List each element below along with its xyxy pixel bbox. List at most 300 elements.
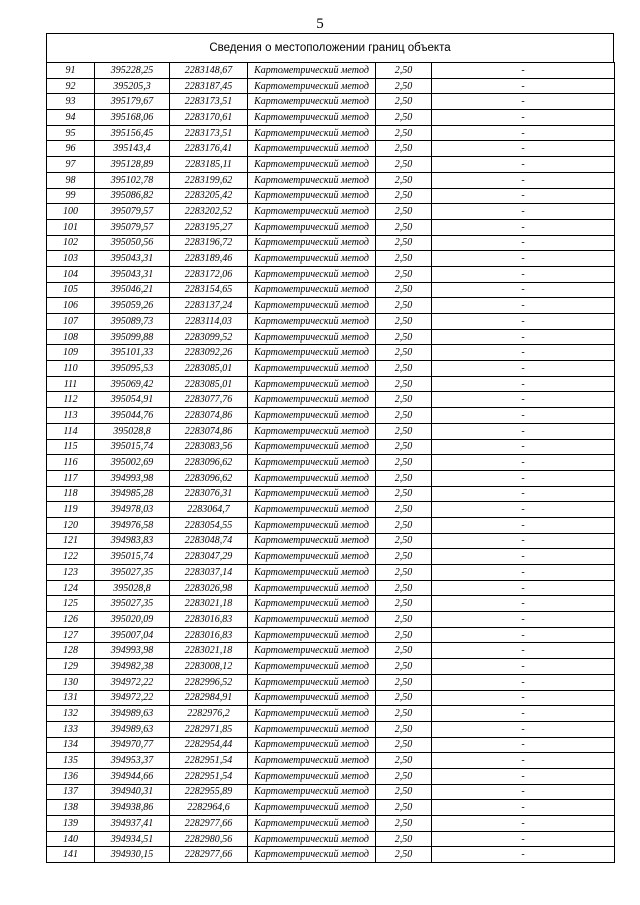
y-coordinate-cell: 2283074,86 [170, 408, 248, 424]
y-coordinate-cell: 2282977,66 [170, 816, 248, 832]
method-cell: Картометрический метод [248, 251, 376, 267]
point-number-cell: 140 [47, 831, 95, 847]
table-row [47, 768, 615, 784]
description-cell: - [432, 408, 615, 424]
table-row [47, 816, 615, 832]
accuracy-cell: 2,50 [376, 63, 432, 79]
accuracy-cell: 2,50 [376, 659, 432, 675]
table-row [47, 219, 615, 235]
description-cell: - [432, 392, 615, 408]
y-coordinate-cell: 2283187,45 [170, 78, 248, 94]
y-coordinate-cell: 2283085,01 [170, 376, 248, 392]
x-coordinate-cell: 395054,91 [95, 392, 170, 408]
method-cell: Картометрический метод [248, 549, 376, 565]
x-coordinate-cell: 395043,31 [95, 251, 170, 267]
method-cell: Картометрический метод [248, 816, 376, 832]
y-coordinate-cell: 2282977,66 [170, 847, 248, 863]
table-row [47, 690, 615, 706]
y-coordinate-cell: 2283114,03 [170, 314, 248, 330]
table-row [47, 172, 615, 188]
table-row [47, 565, 615, 581]
x-coordinate-cell: 395102,78 [95, 172, 170, 188]
point-number-cell: 133 [47, 721, 95, 737]
x-coordinate-cell: 394989,63 [95, 706, 170, 722]
y-coordinate-cell: 2282951,54 [170, 768, 248, 784]
description-cell: - [432, 423, 615, 439]
y-coordinate-cell: 2283154,65 [170, 282, 248, 298]
point-number-cell: 137 [47, 784, 95, 800]
description-cell: - [432, 580, 615, 596]
accuracy-cell: 2,50 [376, 800, 432, 816]
table-row [47, 141, 615, 157]
accuracy-cell: 2,50 [376, 345, 432, 361]
table-row [47, 486, 615, 502]
description-cell: - [432, 282, 615, 298]
method-cell: Картометрический метод [248, 847, 376, 863]
point-number-cell: 122 [47, 549, 95, 565]
table-row [47, 63, 615, 79]
y-coordinate-cell: 2283172,06 [170, 266, 248, 282]
point-number-cell: 100 [47, 204, 95, 220]
y-coordinate-cell: 2282955,89 [170, 784, 248, 800]
table-row [47, 455, 615, 471]
description-cell: - [432, 78, 615, 94]
x-coordinate-cell: 394930,15 [95, 847, 170, 863]
method-cell: Картометрический метод [248, 439, 376, 455]
point-number-cell: 97 [47, 157, 95, 173]
description-cell: - [432, 486, 615, 502]
y-coordinate-cell: 2283076,31 [170, 486, 248, 502]
table-row [47, 110, 615, 126]
coordinates-table-body [47, 63, 615, 863]
x-coordinate-cell: 395086,82 [95, 188, 170, 204]
x-coordinate-cell: 395228,25 [95, 63, 170, 79]
y-coordinate-cell: 2283096,62 [170, 470, 248, 486]
x-coordinate-cell: 395044,76 [95, 408, 170, 424]
method-cell: Картометрический метод [248, 502, 376, 518]
y-coordinate-cell: 2283021,18 [170, 643, 248, 659]
description-cell: - [432, 753, 615, 769]
y-coordinate-cell: 2283047,29 [170, 549, 248, 565]
table-row [47, 831, 615, 847]
y-coordinate-cell: 2283092,26 [170, 345, 248, 361]
method-cell: Картометрический метод [248, 188, 376, 204]
method-cell: Картометрический метод [248, 204, 376, 220]
description-cell: - [432, 847, 615, 863]
accuracy-cell: 2,50 [376, 596, 432, 612]
method-cell: Картометрический метод [248, 470, 376, 486]
description-cell: - [432, 627, 615, 643]
method-cell: Картометрический метод [248, 659, 376, 675]
x-coordinate-cell: 395043,31 [95, 266, 170, 282]
x-coordinate-cell: 395027,35 [95, 596, 170, 612]
x-coordinate-cell: 394970,77 [95, 737, 170, 753]
point-number-cell: 102 [47, 235, 95, 251]
method-cell: Картометрический метод [248, 455, 376, 471]
accuracy-cell: 2,50 [376, 314, 432, 330]
y-coordinate-cell: 2283099,52 [170, 329, 248, 345]
table-row [47, 580, 615, 596]
accuracy-cell: 2,50 [376, 612, 432, 628]
description-cell: - [432, 188, 615, 204]
method-cell: Картометрический метод [248, 219, 376, 235]
coordinates-table [46, 62, 615, 863]
accuracy-cell: 2,50 [376, 157, 432, 173]
accuracy-cell: 2,50 [376, 816, 432, 832]
table-row [47, 345, 615, 361]
y-coordinate-cell: 2283016,83 [170, 627, 248, 643]
table-row [47, 706, 615, 722]
x-coordinate-cell: 394972,22 [95, 690, 170, 706]
x-coordinate-cell: 395020,09 [95, 612, 170, 628]
accuracy-cell: 2,50 [376, 392, 432, 408]
point-number-cell: 119 [47, 502, 95, 518]
y-coordinate-cell: 2282951,54 [170, 753, 248, 769]
point-number-cell: 96 [47, 141, 95, 157]
x-coordinate-cell: 395095,53 [95, 361, 170, 377]
point-number-cell: 115 [47, 439, 95, 455]
method-cell: Картометрический метод [248, 706, 376, 722]
accuracy-cell: 2,50 [376, 753, 432, 769]
y-coordinate-cell: 2283037,14 [170, 565, 248, 581]
x-coordinate-cell: 395205,3 [95, 78, 170, 94]
table-row [47, 94, 615, 110]
y-coordinate-cell: 2282980,56 [170, 831, 248, 847]
point-number-cell: 120 [47, 517, 95, 533]
point-number-cell: 121 [47, 533, 95, 549]
table-row [47, 298, 615, 314]
method-cell: Картометрический метод [248, 345, 376, 361]
description-cell: - [432, 110, 615, 126]
point-number-cell: 104 [47, 266, 95, 282]
accuracy-cell: 2,50 [376, 235, 432, 251]
point-number-cell: 135 [47, 753, 95, 769]
description-cell: - [432, 329, 615, 345]
point-number-cell: 107 [47, 314, 95, 330]
y-coordinate-cell: 2283189,46 [170, 251, 248, 267]
description-cell: - [432, 376, 615, 392]
description-cell: - [432, 565, 615, 581]
description-cell: - [432, 706, 615, 722]
description-cell: - [432, 266, 615, 282]
point-number-cell: 125 [47, 596, 95, 612]
table-row [47, 408, 615, 424]
table-row [47, 78, 615, 94]
x-coordinate-cell: 394993,98 [95, 470, 170, 486]
description-cell: - [432, 816, 615, 832]
accuracy-cell: 2,50 [376, 204, 432, 220]
table-row [47, 721, 615, 737]
x-coordinate-cell: 394983,83 [95, 533, 170, 549]
y-coordinate-cell: 2283195,27 [170, 219, 248, 235]
accuracy-cell: 2,50 [376, 376, 432, 392]
accuracy-cell: 2,50 [376, 643, 432, 659]
table-row [47, 329, 615, 345]
y-coordinate-cell: 2283077,76 [170, 392, 248, 408]
x-coordinate-cell: 395046,21 [95, 282, 170, 298]
table-row [47, 314, 615, 330]
method-cell: Картометрический метод [248, 753, 376, 769]
accuracy-cell: 2,50 [376, 282, 432, 298]
point-number-cell: 117 [47, 470, 95, 486]
table-row [47, 612, 615, 628]
accuracy-cell: 2,50 [376, 439, 432, 455]
method-cell: Картометрический метод [248, 235, 376, 251]
x-coordinate-cell: 394982,38 [95, 659, 170, 675]
table-row [47, 439, 615, 455]
point-number-cell: 131 [47, 690, 95, 706]
method-cell: Картометрический метод [248, 800, 376, 816]
page-number: 5 [316, 16, 324, 32]
y-coordinate-cell: 2283026,98 [170, 580, 248, 596]
point-number-cell: 94 [47, 110, 95, 126]
accuracy-cell: 2,50 [376, 78, 432, 94]
table-row [47, 800, 615, 816]
method-cell: Картометрический метод [248, 721, 376, 737]
table-row [47, 235, 615, 251]
point-number-cell: 99 [47, 188, 95, 204]
method-cell: Картометрический метод [248, 831, 376, 847]
method-cell: Картометрический метод [248, 172, 376, 188]
x-coordinate-cell: 394934,51 [95, 831, 170, 847]
method-cell: Картометрический метод [248, 627, 376, 643]
table-row [47, 470, 615, 486]
description-cell: - [432, 674, 615, 690]
x-coordinate-cell: 394989,63 [95, 721, 170, 737]
accuracy-cell: 2,50 [376, 549, 432, 565]
table-row [47, 596, 615, 612]
point-number-cell: 108 [47, 329, 95, 345]
x-coordinate-cell: 395079,57 [95, 204, 170, 220]
y-coordinate-cell: 2282971,85 [170, 721, 248, 737]
point-number-cell: 113 [47, 408, 95, 424]
accuracy-cell: 2,50 [376, 737, 432, 753]
description-cell: - [432, 361, 615, 377]
x-coordinate-cell: 395168,06 [95, 110, 170, 126]
table-row [47, 533, 615, 549]
accuracy-cell: 2,50 [376, 784, 432, 800]
accuracy-cell: 2,50 [376, 847, 432, 863]
accuracy-cell: 2,50 [376, 266, 432, 282]
point-number-cell: 129 [47, 659, 95, 675]
point-number-cell: 109 [47, 345, 95, 361]
accuracy-cell: 2,50 [376, 423, 432, 439]
point-number-cell: 138 [47, 800, 95, 816]
point-number-cell: 130 [47, 674, 95, 690]
x-coordinate-cell: 395028,8 [95, 423, 170, 439]
table-row [47, 282, 615, 298]
point-number-cell: 112 [47, 392, 95, 408]
y-coordinate-cell: 2282976,2 [170, 706, 248, 722]
point-number-cell: 139 [47, 816, 95, 832]
method-cell: Картометрический метод [248, 361, 376, 377]
x-coordinate-cell: 395099,88 [95, 329, 170, 345]
point-number-cell: 91 [47, 63, 95, 79]
method-cell: Картометрический метод [248, 423, 376, 439]
y-coordinate-cell: 2283196,72 [170, 235, 248, 251]
y-coordinate-cell: 2283083,56 [170, 439, 248, 455]
method-cell: Картометрический метод [248, 110, 376, 126]
x-coordinate-cell: 395015,74 [95, 439, 170, 455]
method-cell: Картометрический метод [248, 580, 376, 596]
method-cell: Картометрический метод [248, 486, 376, 502]
method-cell: Картометрический метод [248, 408, 376, 424]
x-coordinate-cell: 394985,28 [95, 486, 170, 502]
x-coordinate-cell: 395007,04 [95, 627, 170, 643]
method-cell: Картометрический метод [248, 282, 376, 298]
point-number-cell: 116 [47, 455, 95, 471]
point-number-cell: 111 [47, 376, 95, 392]
method-cell: Картометрический метод [248, 314, 376, 330]
y-coordinate-cell: 2283205,42 [170, 188, 248, 204]
y-coordinate-cell: 2283176,41 [170, 141, 248, 157]
y-coordinate-cell: 2283085,01 [170, 361, 248, 377]
point-number-cell: 93 [47, 94, 95, 110]
x-coordinate-cell: 395156,45 [95, 125, 170, 141]
y-coordinate-cell: 2283048,74 [170, 533, 248, 549]
description-cell: - [432, 439, 615, 455]
table-row [47, 376, 615, 392]
x-coordinate-cell: 395143,4 [95, 141, 170, 157]
table-row [47, 204, 615, 220]
y-coordinate-cell: 2283185,11 [170, 157, 248, 173]
x-coordinate-cell: 395079,57 [95, 219, 170, 235]
y-coordinate-cell: 2282984,91 [170, 690, 248, 706]
y-coordinate-cell: 2283173,51 [170, 94, 248, 110]
point-number-cell: 105 [47, 282, 95, 298]
accuracy-cell: 2,50 [376, 831, 432, 847]
description-cell: - [432, 314, 615, 330]
x-coordinate-cell: 395028,8 [95, 580, 170, 596]
method-cell: Картометрический метод [248, 674, 376, 690]
x-coordinate-cell: 395027,35 [95, 565, 170, 581]
description-cell: - [432, 345, 615, 361]
y-coordinate-cell: 2283148,67 [170, 63, 248, 79]
table-row [47, 517, 615, 533]
accuracy-cell: 2,50 [376, 329, 432, 345]
x-coordinate-cell: 394953,37 [95, 753, 170, 769]
x-coordinate-cell: 394976,58 [95, 517, 170, 533]
description-cell: - [432, 94, 615, 110]
description-cell: - [432, 455, 615, 471]
x-coordinate-cell: 394972,22 [95, 674, 170, 690]
method-cell: Картометрический метод [248, 266, 376, 282]
description-cell: - [432, 470, 615, 486]
table-row [47, 847, 615, 863]
description-cell: - [432, 533, 615, 549]
table-row [47, 157, 615, 173]
accuracy-cell: 2,50 [376, 361, 432, 377]
method-cell: Картометрический метод [248, 768, 376, 784]
description-cell: - [432, 125, 615, 141]
accuracy-cell: 2,50 [376, 706, 432, 722]
point-number-cell: 136 [47, 768, 95, 784]
y-coordinate-cell: 2283074,86 [170, 423, 248, 439]
point-number-cell: 123 [47, 565, 95, 581]
table-row [47, 659, 615, 675]
x-coordinate-cell: 394940,31 [95, 784, 170, 800]
method-cell: Картометрический метод [248, 596, 376, 612]
table-row [47, 423, 615, 439]
point-number-cell: 101 [47, 219, 95, 235]
accuracy-cell: 2,50 [376, 674, 432, 690]
point-number-cell: 134 [47, 737, 95, 753]
method-cell: Картометрический метод [248, 125, 376, 141]
accuracy-cell: 2,50 [376, 470, 432, 486]
accuracy-cell: 2,50 [376, 408, 432, 424]
accuracy-cell: 2,50 [376, 721, 432, 737]
accuracy-cell: 2,50 [376, 188, 432, 204]
description-cell: - [432, 141, 615, 157]
method-cell: Картометрический метод [248, 298, 376, 314]
description-cell: - [432, 737, 615, 753]
accuracy-cell: 2,50 [376, 172, 432, 188]
method-cell: Картометрический метод [248, 63, 376, 79]
method-cell: Картометрический метод [248, 157, 376, 173]
x-coordinate-cell: 395002,69 [95, 455, 170, 471]
point-number-cell: 127 [47, 627, 95, 643]
accuracy-cell: 2,50 [376, 141, 432, 157]
table-row [47, 674, 615, 690]
accuracy-cell: 2,50 [376, 690, 432, 706]
y-coordinate-cell: 2283064,7 [170, 502, 248, 518]
point-number-cell: 141 [47, 847, 95, 863]
y-coordinate-cell: 2282954,44 [170, 737, 248, 753]
description-cell: - [432, 643, 615, 659]
method-cell: Картометрический метод [248, 94, 376, 110]
point-number-cell: 92 [47, 78, 95, 94]
table-row [47, 251, 615, 267]
y-coordinate-cell: 2283170,61 [170, 110, 248, 126]
accuracy-cell: 2,50 [376, 502, 432, 518]
point-number-cell: 98 [47, 172, 95, 188]
accuracy-cell: 2,50 [376, 298, 432, 314]
description-cell: - [432, 659, 615, 675]
description-cell: - [432, 690, 615, 706]
x-coordinate-cell: 394937,41 [95, 816, 170, 832]
y-coordinate-cell: 2283008,12 [170, 659, 248, 675]
point-number-cell: 126 [47, 612, 95, 628]
accuracy-cell: 2,50 [376, 486, 432, 502]
method-cell: Картометрический метод [248, 517, 376, 533]
method-cell: Картометрический метод [248, 392, 376, 408]
method-cell: Картометрический метод [248, 784, 376, 800]
description-cell: - [432, 784, 615, 800]
x-coordinate-cell: 394978,03 [95, 502, 170, 518]
y-coordinate-cell: 2283199,62 [170, 172, 248, 188]
table-row [47, 125, 615, 141]
description-cell: - [432, 235, 615, 251]
x-coordinate-cell: 394993,98 [95, 643, 170, 659]
x-coordinate-cell: 395179,67 [95, 94, 170, 110]
point-number-cell: 110 [47, 361, 95, 377]
point-number-cell: 132 [47, 706, 95, 722]
description-cell: - [432, 612, 615, 628]
description-cell: - [432, 63, 615, 79]
method-cell: Картометрический метод [248, 141, 376, 157]
description-cell: - [432, 204, 615, 220]
y-coordinate-cell: 2283054,55 [170, 517, 248, 533]
y-coordinate-cell: 2282964,6 [170, 800, 248, 816]
accuracy-cell: 2,50 [376, 768, 432, 784]
accuracy-cell: 2,50 [376, 580, 432, 596]
method-cell: Картометрический метод [248, 565, 376, 581]
accuracy-cell: 2,50 [376, 125, 432, 141]
y-coordinate-cell: 2283173,51 [170, 125, 248, 141]
table-row [47, 266, 615, 282]
section-title: Сведения о местоположении границ объекта [46, 33, 614, 62]
table-row [47, 188, 615, 204]
